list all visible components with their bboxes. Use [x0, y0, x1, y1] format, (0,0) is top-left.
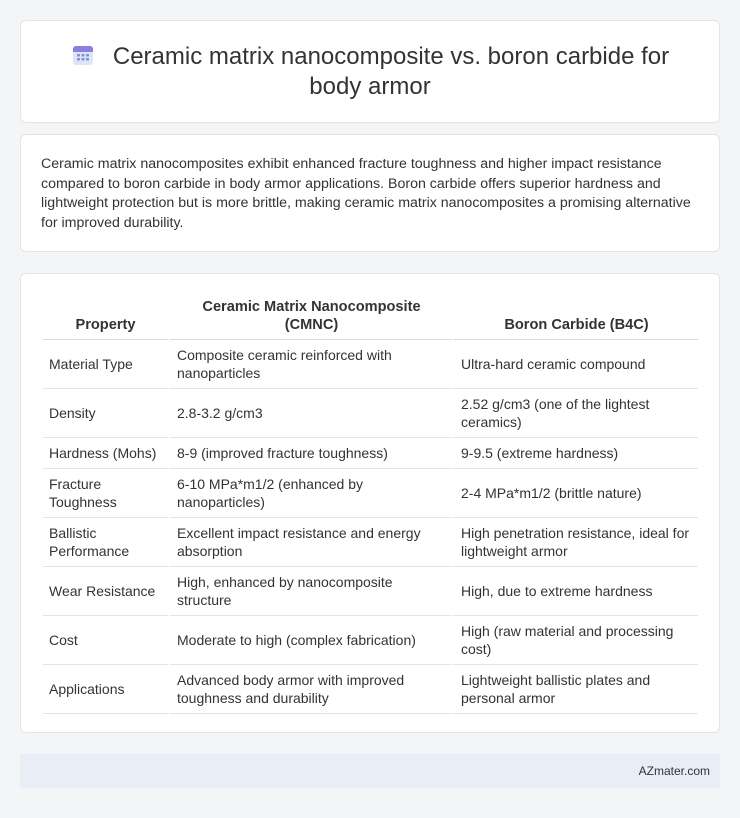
table-row — [43, 518, 698, 567]
cmnc-cell: 6-10 MPa*m1/2 (enhanced by nanoparticles) — [168, 469, 452, 518]
cmnc-cell: 8-9 (improved fracture toughness) — [168, 438, 452, 469]
property-cell: Material Type — [43, 340, 168, 389]
b4c-cell: 2-4 MPa*m1/2 (brittle nature) — [452, 469, 698, 518]
cmnc-cell: High, enhanced by nanocomposite structure — [168, 567, 452, 616]
property-cell: Applications — [43, 665, 168, 714]
property-cell: Density — [43, 389, 168, 438]
column-header-cmnc: Ceramic Matrix Nanocomposite (CMNC) — [168, 292, 452, 340]
b4c-cell: 9-9.5 (extreme hardness) — [452, 438, 698, 469]
property-cell: Cost — [43, 616, 168, 665]
table-row — [43, 438, 698, 469]
calendar-icon — [71, 43, 95, 67]
b4c-cell: High (raw material and processing cost) — [452, 616, 698, 665]
comparison-table — [43, 292, 698, 714]
b4c-cell: High penetration resistance, ideal for lightweight armor — [452, 518, 698, 567]
property-cell: Hardness (Mohs) — [43, 438, 168, 469]
table-row — [43, 567, 698, 616]
cmnc-cell: Composite ceramic reinforced with nanoparticles — [168, 340, 452, 389]
property-cell: Fracture Toughness — [43, 469, 168, 518]
table-header-row — [43, 292, 698, 340]
title-card — [20, 20, 720, 123]
column-header-property: Property — [43, 292, 168, 340]
cmnc-cell: Moderate to high (complex fabrication) — [168, 616, 452, 665]
comparison-table-card — [20, 273, 720, 733]
cmnc-cell: Advanced body armor with improved toughness and durability — [168, 665, 452, 714]
b4c-cell: 2.52 g/cm3 (one of the lightest ceramics) — [452, 389, 698, 438]
page-title — [61, 42, 679, 102]
footer — [20, 754, 720, 788]
summary-text: Ceramic matrix nanocomposites exhibit enhanced fracture toughness and higher impact resistance compared to boron carbide in body armor applications. Boron carbide offers superior hardness and lightweight protection but is more brittle, making ceramic matrix nanocomposites a promising alternative for improved durability. — [41, 156, 691, 231]
summary-card — [20, 134, 720, 252]
table-row — [43, 469, 698, 518]
column-header-b4c: Boron Carbide (B4C) — [452, 292, 698, 340]
b4c-cell: Lightweight ballistic plates and personal armor — [452, 665, 698, 714]
page-title-text: Ceramic matrix nanocomposite vs. boron carbide for body armor — [112, 42, 670, 100]
b4c-cell: High, due to extreme hardness — [452, 567, 698, 616]
table-row — [43, 616, 698, 665]
b4c-cell: Ultra-hard ceramic compound — [452, 340, 698, 389]
cmnc-cell: 2.8-3.2 g/cm3 — [168, 389, 452, 438]
table-row — [43, 665, 698, 714]
property-cell: Ballistic Performance — [43, 518, 168, 567]
property-cell: Wear Resistance — [43, 567, 168, 616]
table-row — [43, 340, 698, 389]
table-row — [43, 389, 698, 438]
cmnc-cell: Excellent impact resistance and energy absorption — [168, 518, 452, 567]
footer-brand: AZmater.com — [638, 764, 710, 778]
